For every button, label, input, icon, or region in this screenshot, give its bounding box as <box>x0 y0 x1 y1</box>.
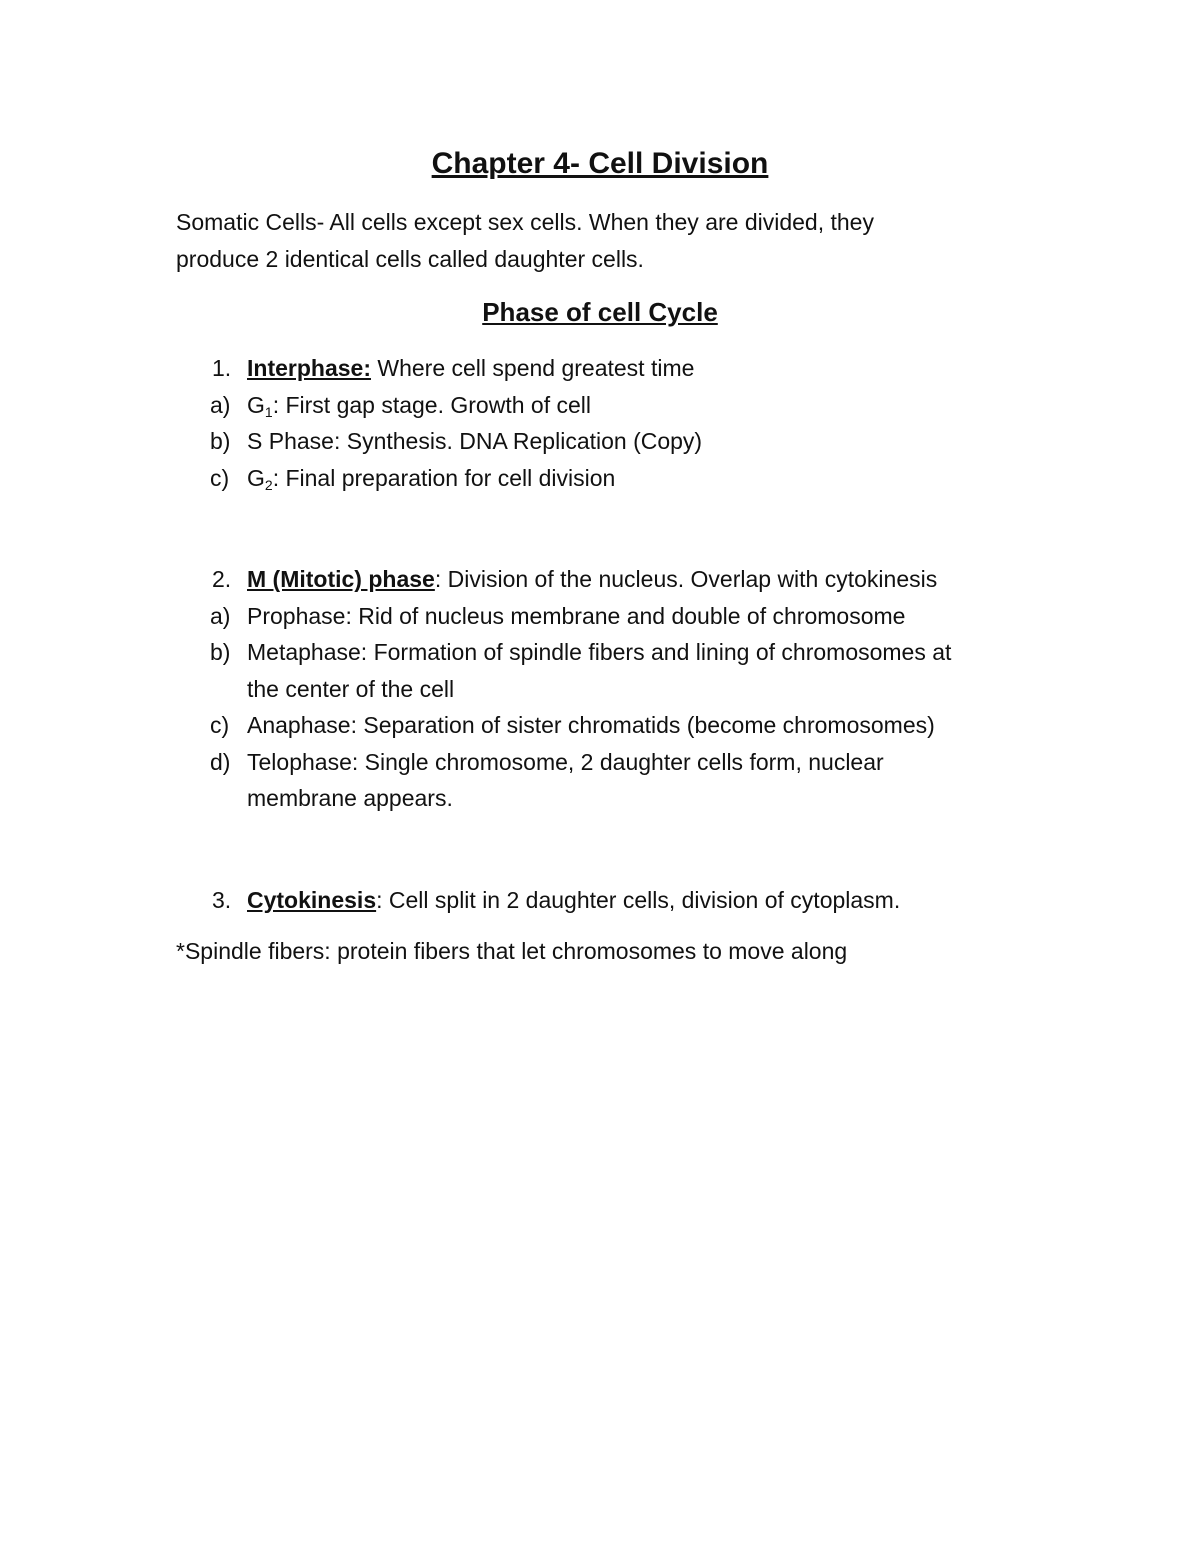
list-number: 2. <box>212 566 232 592</box>
list-item-continuation <box>176 780 1056 817</box>
list-marker: c) <box>210 464 230 491</box>
list-item <box>176 387 1056 424</box>
list-number: 3. <box>212 887 232 913</box>
item-text: the center of the cell <box>247 675 455 702</box>
footnote: *Spindle fibers: protein fibers that let chromosomes to move along <box>176 938 848 964</box>
list-marker: c) <box>210 712 230 738</box>
document-title: Chapter 4- Cell Division <box>431 147 769 180</box>
item-text: : Final preparation for cell division <box>272 464 616 491</box>
intro-line-1: Somatic Cells- All cells except sex cells. When they are divided, they <box>176 209 874 235</box>
list-number: 1. <box>212 355 232 381</box>
list-marker: b) <box>210 428 231 454</box>
list-marker: d) <box>210 748 231 775</box>
list-item <box>176 634 1056 671</box>
item-text: G <box>247 391 265 418</box>
item-text: G <box>247 464 265 491</box>
item-text: Metaphase: Formation of spindle fibers and lining of chromosomes at <box>247 639 952 665</box>
subscript: 2 <box>264 476 273 493</box>
interphase-section <box>176 350 1056 496</box>
list-item <box>176 744 1056 781</box>
interphase-description: Where cell spend greatest time <box>370 355 695 381</box>
mitotic-term: M (Mitotic) phase <box>247 566 435 592</box>
item-text: S Phase: Synthesis. DNA Replication (Copy) <box>247 428 703 454</box>
mitotic-heading <box>176 561 1056 598</box>
item-text: : First gap stage. Growth of cell <box>272 391 591 418</box>
intro-line-2: produce 2 identical cells called daughter cells. <box>176 246 644 272</box>
cytokinesis-description: : Cell split in 2 daughter cells, division of cytoplasm. <box>376 887 901 913</box>
item-text: Telophase: Single chromosome, 2 daughter cells form, nuclear <box>247 748 884 775</box>
cytokinesis-term: Cytokinesis <box>247 887 377 913</box>
cytokinesis-section <box>176 882 1056 919</box>
item-text: Anaphase: Separation of sister chromatids (become chromosomes) <box>247 712 935 738</box>
mitotic-description: : Division of the nucleus. Overlap with cytokinesis <box>434 566 938 592</box>
list-marker: b) <box>210 639 231 665</box>
list-item-continuation <box>176 671 1056 708</box>
mitotic-section <box>176 561 1056 817</box>
list-marker: a) <box>210 391 231 418</box>
list-item <box>176 423 1056 460</box>
intro-paragraph <box>176 204 1036 278</box>
interphase-heading <box>176 350 1056 387</box>
interphase-term: Interphase: <box>247 355 371 381</box>
cytokinesis-heading <box>176 882 1056 919</box>
list-marker: a) <box>210 602 231 629</box>
item-text: Prophase: Rid of nucleus membrane and double of chromosome <box>247 602 906 629</box>
list-item <box>176 460 1056 497</box>
section-subtitle: Phase of cell Cycle <box>482 297 718 327</box>
item-text: membrane appears. <box>247 785 453 811</box>
list-item <box>176 598 1056 635</box>
list-item <box>176 707 1056 744</box>
subscript: 1 <box>264 403 273 420</box>
